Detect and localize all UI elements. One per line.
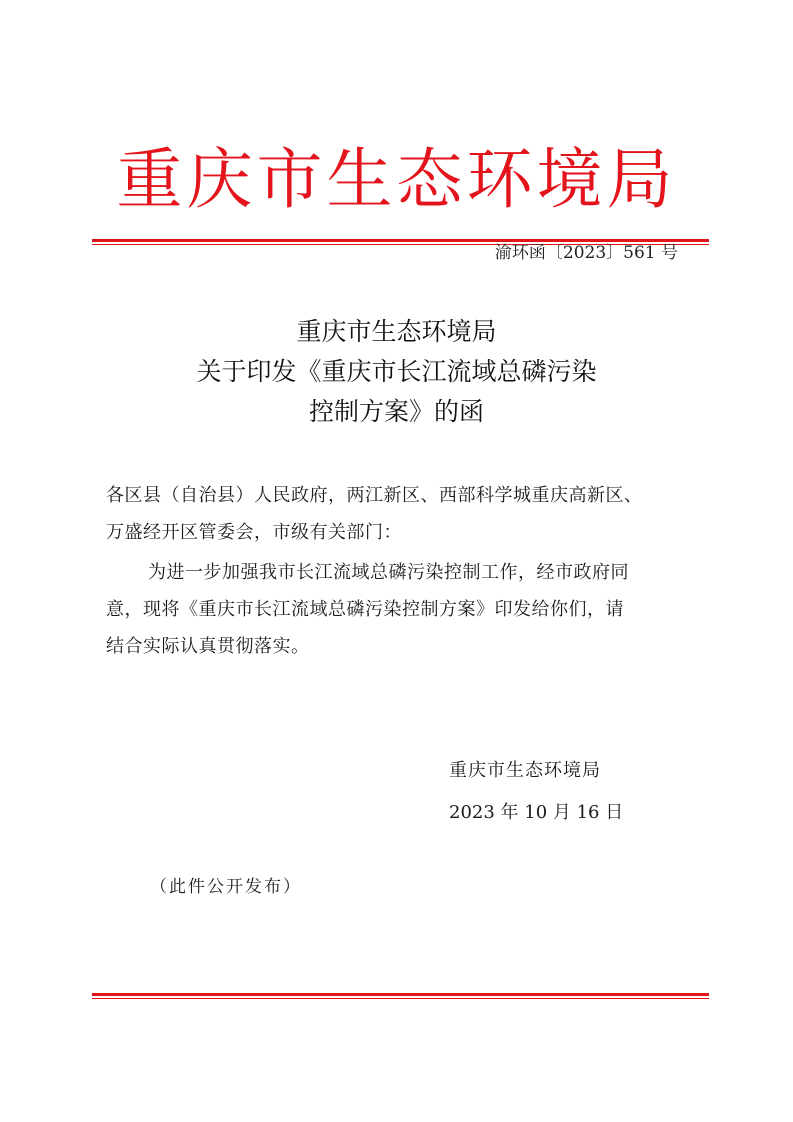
document-title [0,312,793,432]
title-line-1: 重庆市生态环境局 [296,317,497,346]
footer-red-rule [92,993,709,999]
body-line-1: 为进一步加强我市长江流域总磷污染控制工作，经市政府同 [148,562,629,583]
signature-date: 2023 年 10 月 16 日 [449,802,624,823]
title-line-2: 关于印发《重庆市长江流域总磷污染 [196,357,597,386]
public-release-note: （此件公开发布） [150,877,302,897]
salutation-line-2: 万盛经开区管委会，市级有关部门： [106,522,402,543]
document-number: 渝环函〔2023〕561 号 [494,243,678,263]
body-paragraph [106,554,696,665]
body-line-2: 意，现将《重庆市长江流域总磷污染控制方案》印发给你们，请 [106,599,624,620]
signature-org: 重庆市生态环境局 [449,760,601,781]
salutation [106,477,696,551]
title-line-3: 控制方案》的函 [308,397,484,426]
body-line-3: 结合实际认真贯彻落实。 [106,636,310,657]
salutation-line-1: 各区县（自治县）人民政府，两江新区、西部科学城重庆高新区、 [106,485,643,506]
letterhead-org-name: 重庆市生态环境局 [116,141,677,218]
